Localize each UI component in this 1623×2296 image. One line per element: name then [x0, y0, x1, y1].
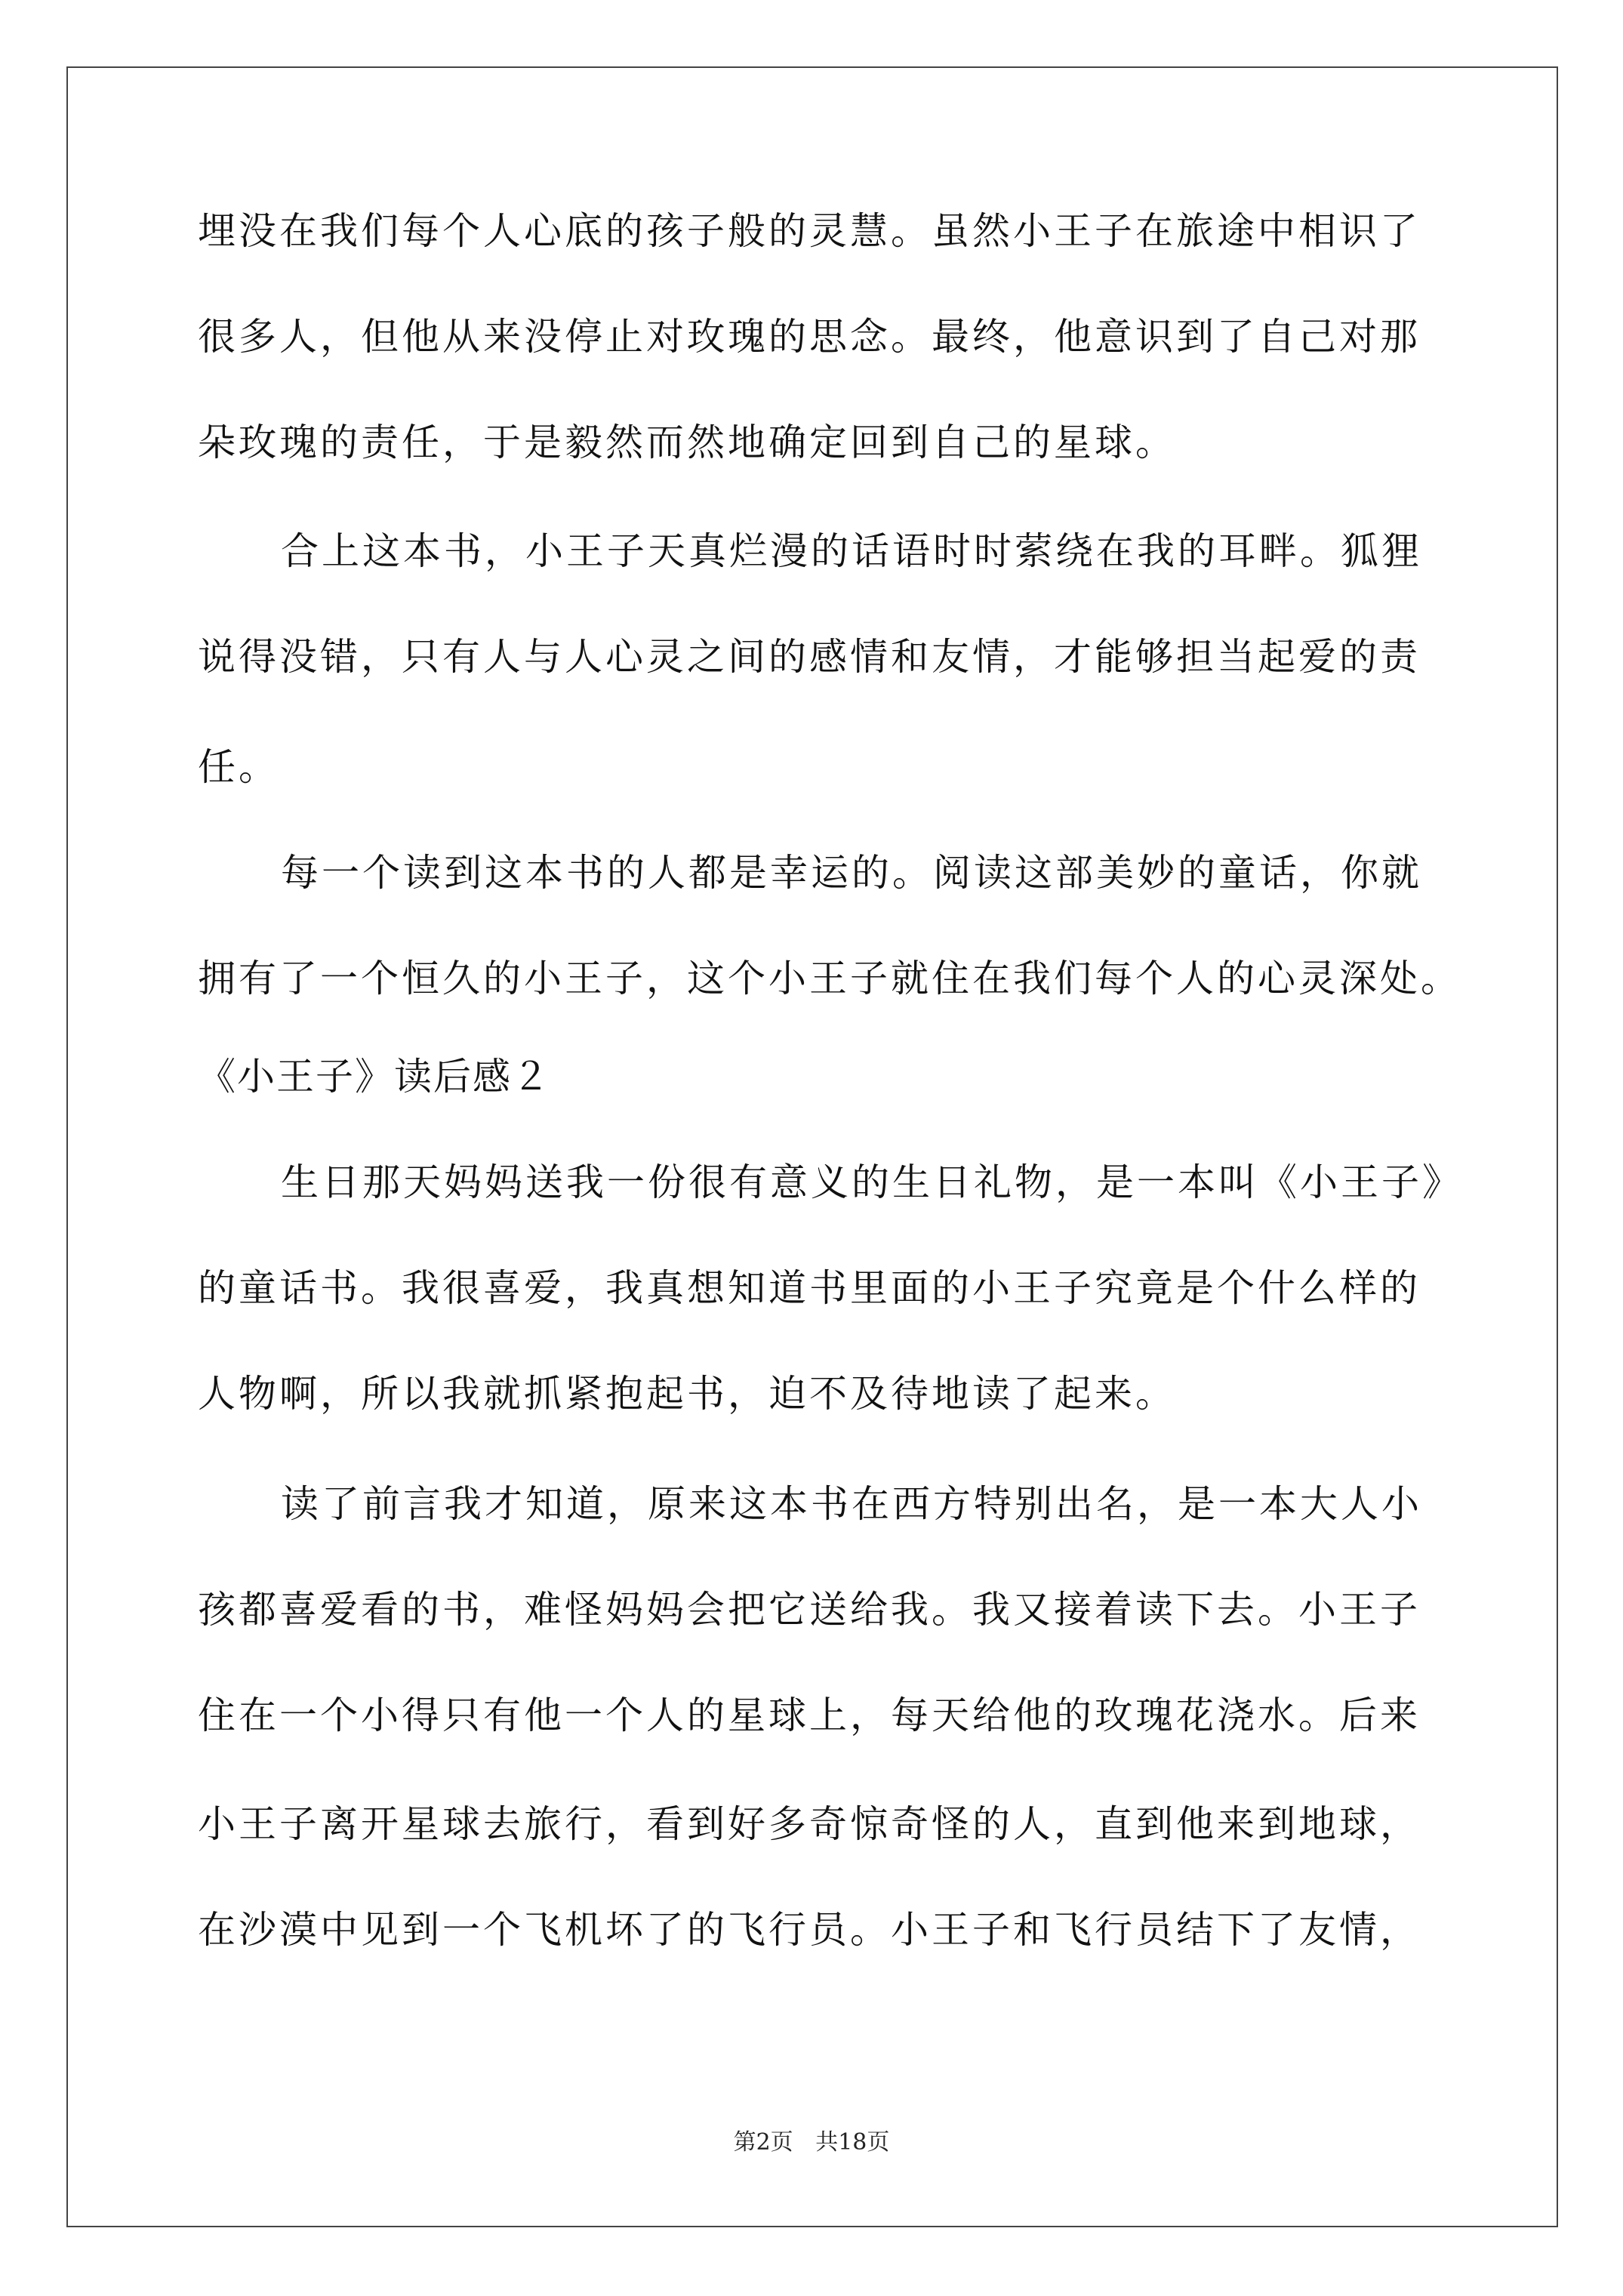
page-footer: [0, 2129, 1623, 2156]
text-line: 朵玫瑰的责任，于是毅然而然地确定回到自己的星球。: [198, 421, 1176, 464]
section-heading: 《小王子》读后感２: [198, 1055, 551, 1099]
text-line: 的童话书。我很喜爱，我真想知道书里面的小王子究竟是个什么样的: [198, 1266, 1421, 1310]
text-line: 小王子离开星球去旅行，看到好多奇惊奇怪的人，直到他来到地球，: [198, 1802, 1421, 1846]
text-line: 说得没错，只有人与人心灵之间的感情和友情，才能够担当起爱的责: [198, 635, 1421, 679]
text-line: 孩都喜爱看的书，难怪妈妈会把它送给我。我又接着读下去。小王子: [198, 1588, 1421, 1632]
page-number: 第2页: [733, 2129, 793, 2156]
text-line: 任。: [198, 745, 279, 789]
text-line: 生日那天妈妈送我一份很有意义的生日礼物，是一本叫《小王子》: [281, 1160, 1463, 1204]
text-line: 读了前言我才知道，原来这本书在西方特别出名，是一本大人小: [281, 1482, 1422, 1526]
page-total: 共18页: [815, 2129, 890, 2156]
text-line: 合上这本书，小王子天真烂漫的话语时时萦绕在我的耳畔。狐狸: [281, 529, 1422, 573]
text-line: 在沙漠中见到一个飞机坏了的飞行员。小王子和飞行员结下了友情，: [198, 1908, 1421, 1952]
text-line: 每一个读到这本书的人都是幸运的。阅读这部美妙的童话，你就: [281, 851, 1422, 895]
text-line: 住在一个小得只有他一个人的星球上，每天给他的玫瑰花浇水。后来: [198, 1693, 1421, 1737]
text-line: 人物啊，所以我就抓紧抱起书，迫不及待地读了起来。: [198, 1372, 1176, 1416]
text-line: 埋没在我们每个人心底的孩子般的灵慧。虽然小王子在旅途中相识了: [198, 209, 1421, 253]
text-line: 很多人，但他从来没停止对玫瑰的思念。最终，他意识到了自己对那: [198, 315, 1421, 359]
text-line: 拥有了一个恒久的小王子，这个小王子就住在我们每个人的心灵深处。: [198, 957, 1461, 1000]
page-border: [66, 66, 1558, 2227]
